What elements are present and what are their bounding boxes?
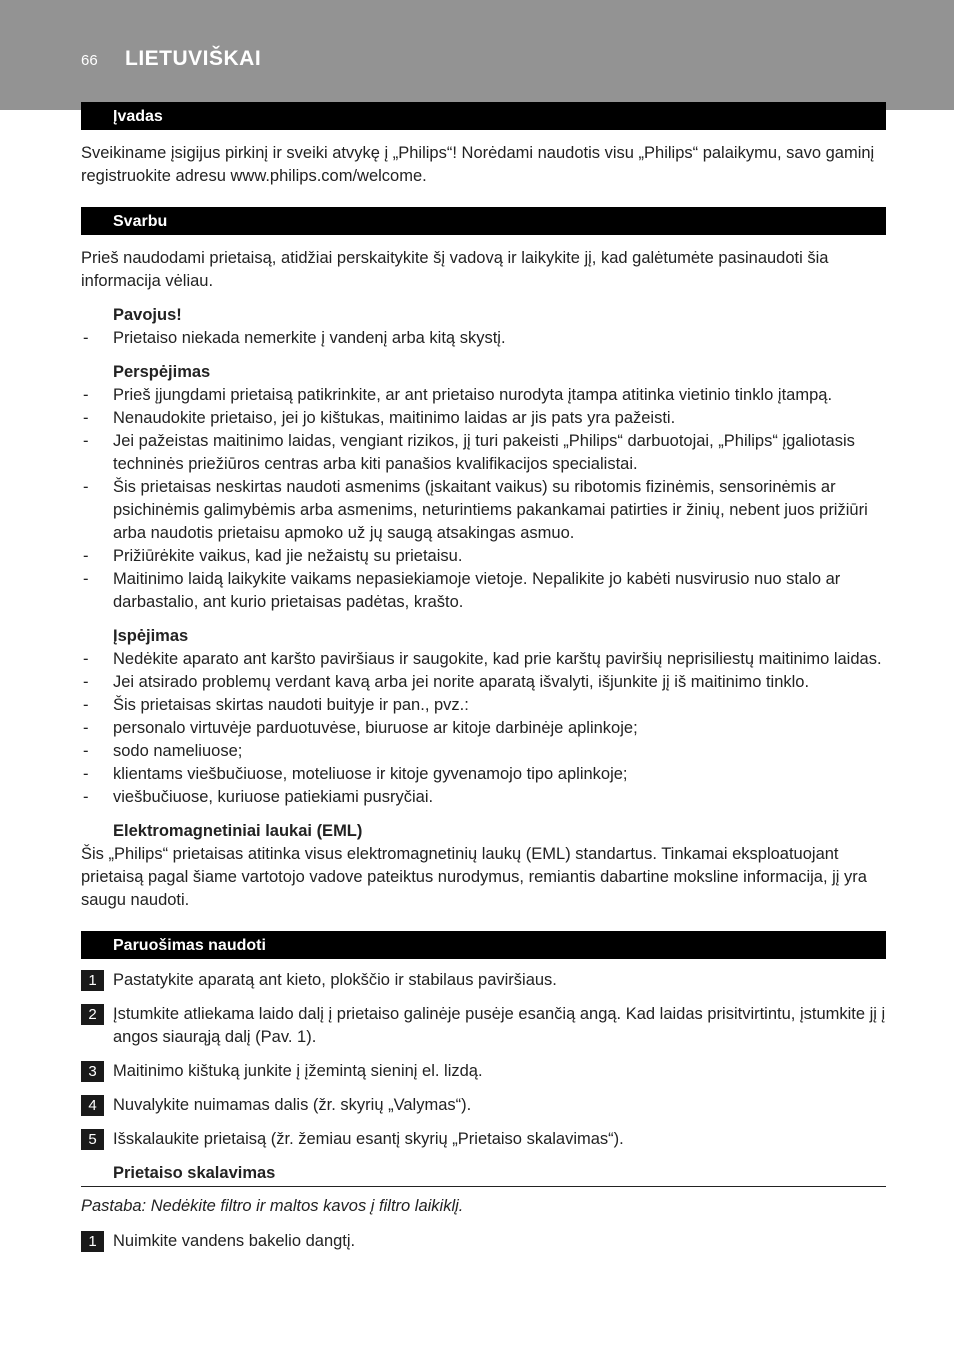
intro-text: Sveikiname įsigijus pirkinį ir sveiki atvykę į „Philips“! Norėdami naudotis visu „Philips“ palaikymu, savo gaminį registruokite adresu www.philips.com/welcome. xyxy=(81,144,875,185)
language-title: LIETUVIŠKAI xyxy=(125,47,262,70)
list-item: - Šis prietaisas neskirtas naudoti asmenims (įskaitant vaikus) su ribotomis fizinėmis, sensorinėmis ar psichinėmis galimybėmis arba asmenims, neturintiems pakankamai patirties ir žinių, nebent juos prižiūri arba naudotis prietaisu apmoko už jų saugą atsakingas asmuo. xyxy=(81,476,886,545)
list-item: - Maitinimo laidą laikykite vaikams nepasiekiamoje vietoje. Nepalikite jo kabėti nusvirusio nuo stalo ar darbastalio, ant kurio prietaisas padėtas, krašto. xyxy=(81,568,886,614)
list-item: - Jei pažeistas maitinimo laidas, vengiant rizikos, jį turi pakeisti „Philips“ darbuotojai, „Philips“ įgaliotasis techninės priežiūros centras arba kiti panašios kvalifikacijos specialistai. xyxy=(81,430,886,476)
step-text: Įstumkite atliekama laido dalį į prietaiso galinėje pusėje esančią angą. Kad laidas prisitvirtintu, įstumkite jį į angos siaurąją dalį (Pav. 1). xyxy=(113,1005,886,1046)
step-text: Pastatykite aparatą ant kieto, plokščio ir stabilaus paviršiaus. xyxy=(113,971,557,989)
step-number: 2 xyxy=(81,1004,104,1025)
caution-heading: Įspėjimas xyxy=(113,627,189,645)
section-bar-important: Svarbu xyxy=(81,207,886,235)
prep-steps xyxy=(81,969,886,1151)
divider xyxy=(81,1186,886,1187)
step-number: 5 xyxy=(81,1129,104,1150)
list-item: - personalo virtuvėje parduotuvėse, biuruose ar kitoje darbinėje aplinkoje; xyxy=(81,717,886,740)
list-item: - viešbučiuose, kuriuose patiekiami pusryčiai. xyxy=(81,786,886,809)
page-number: 66 xyxy=(81,52,98,69)
step-text: Nuimkite vandens bakelio dangtį. xyxy=(113,1232,356,1250)
step-text: Maitinimo kištuką junkite į įžemintą sieninį el. lizdą. xyxy=(113,1062,483,1080)
warning-heading: Perspėjimas xyxy=(113,363,211,381)
emf-text: Šis „Philips“ prietaisas atitinka visus elektromagnetinių laukų (EML) standartus. Tinkamai eksploatuojant prietaisą pagal šiame vartotojo vadove pateiktus nurodymus, remiantis dabartine moksline informacija, jį yra saugu naudoti. xyxy=(81,845,867,909)
step-item xyxy=(81,969,886,992)
list-item: - Nenaudokite prietaiso, jei jo kištukas, maitinimo laidas ar jis pats yra pažeisti. xyxy=(81,407,886,430)
list-item: - Nedėkite aparato ant karšto paviršiaus ir saugokite, kad prie karštų paviršių neprisiliestų maitinimo laidas. xyxy=(81,648,886,671)
descaling-heading: Prietaiso skalavimas xyxy=(113,1164,276,1182)
page-header xyxy=(0,0,954,110)
list-item: - Prižiūrėkite vaikus, kad jie nežaistų su prietaisu. xyxy=(81,545,886,568)
list-item: - Prietaiso niekada nemerkite į vandenį arba kitą skystį. xyxy=(81,327,886,350)
step-item xyxy=(81,1128,886,1151)
emf-heading: Elektromagnetiniai laukai (EML) xyxy=(113,822,363,840)
page-content xyxy=(81,102,886,1253)
step-item xyxy=(81,1230,886,1253)
step-number: 4 xyxy=(81,1095,104,1116)
danger-list xyxy=(81,327,886,350)
step-item xyxy=(81,1094,886,1117)
step-item xyxy=(81,1003,886,1049)
list-item: - Jei atsirado problemų verdant kavą arba jei norite aparatą išvalyti, išjunkite jį iš maitinimo tinklo. xyxy=(81,671,886,694)
step-number: 1 xyxy=(81,1231,104,1252)
list-item: - sodo nameliuose; xyxy=(81,740,886,763)
important-text: Prieš naudodami prietaisą, atidžiai perskaitykite šį vadovą ir laikykite jį, kad galėtumėte pasinaudoti šia informacija vėliau. xyxy=(81,249,829,290)
list-item: - Prieš įjungdami prietaisą patikrinkite, ar ant prietaiso nurodyta įtampa atitinka vietinio tinklo įtampą. xyxy=(81,384,886,407)
step-text: Išskalaukite prietaisą (žr. žemiau esantį skyrių „Prietaiso skalavimas“). xyxy=(113,1130,624,1148)
section-bar-preparation: Paruošimas naudoti xyxy=(81,931,886,959)
step-item xyxy=(81,1060,886,1083)
step-number: 3 xyxy=(81,1061,104,1082)
list-item: - klientams viešbučiuose, moteliuose ir kitoje gyvenamojo tipo aplinkoje; xyxy=(81,763,886,786)
warning-list xyxy=(81,384,886,614)
list-item: - Šis prietaisas skirtas naudoti buityje ir pan., pvz.: xyxy=(81,694,886,717)
step-number: 1 xyxy=(81,970,104,991)
section-bar-intro: Įvadas xyxy=(81,102,886,130)
step-text: Nuvalykite nuimamas dalis (žr. skyrių „Valymas“). xyxy=(113,1096,472,1114)
caution-list xyxy=(81,648,886,809)
descaling-steps xyxy=(81,1230,886,1253)
descaling-note: Pastaba: Nedėkite filtro ir maltos kavos į filtro laikiklį. xyxy=(81,1197,464,1215)
danger-heading: Pavojus! xyxy=(113,306,182,324)
